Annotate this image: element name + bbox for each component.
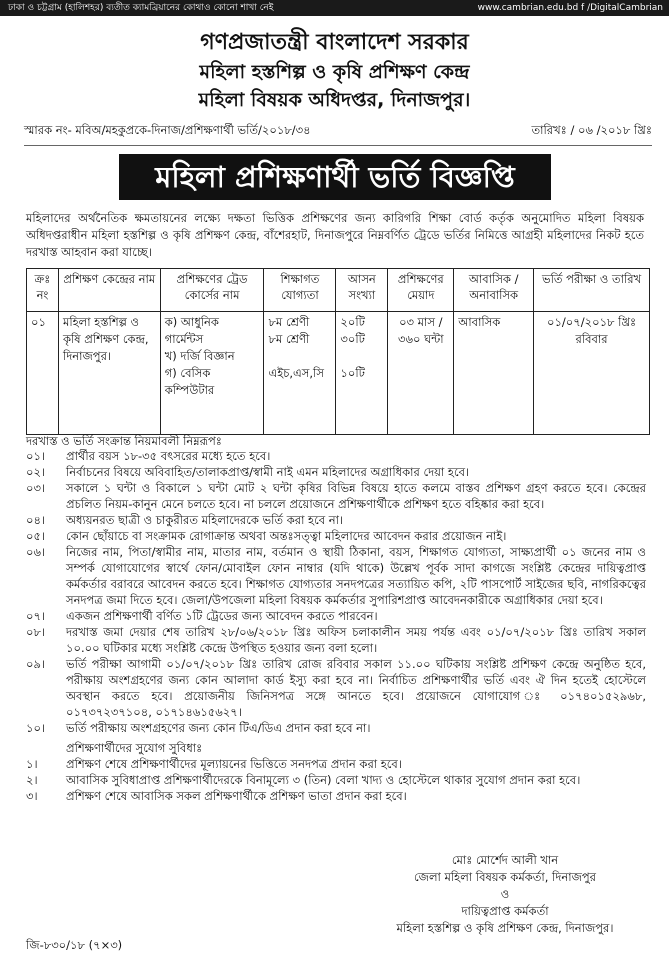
- header-qualification: শিক্ষাগত যোগ্যতা: [264, 269, 336, 312]
- list-item: [26, 528, 646, 544]
- cell-exam-date: ০১/০৭/২০১৮ খ্রিঃ রবিবার: [534, 312, 650, 435]
- rule-number: ০৪।: [26, 513, 46, 527]
- header-center: প্রশিক্ষণ কেন্দ্রের নাম: [58, 269, 160, 312]
- intro-paragraph: মহিলাদের অর্থনৈতিক ক্ষমতায়নের লক্ষ্যে দক্ষতা ভিত্তিক প্রশিক্ষণের জন্য কারিগরি শিক্ষা বোর্ড কর্তৃক অনুমোদিত মহিলা বিষয়ক অধিদপ্তরাধীন মহিলা হস্তশিল্প ও কৃষি প্রশিক্ষণ কেন্দ্র, বাঁশেরহাট, দিনাজপুরে নিম্নবর্ণিত ট্রেডে ভর্তির নিমিত্তে আগ্রহী মহিলাদের নিকট হতে দরখাস্ত আহবান করা যাচ্ছে।: [26, 211, 644, 259]
- table-row: [27, 312, 650, 435]
- benefit-text: প্রশিক্ষণ শেষে প্রশিক্ষণার্থীদের মূল্যায়নের ভিত্তিতে সনদপত্র প্রদান করা হবে।: [66, 757, 402, 771]
- benefit-number: ১।: [26, 757, 38, 771]
- rule-text: নিজের নাম, পিতা/স্বামীর নাম, মাতার নাম, বর্তমান ও স্থায়ী ঠিকানা, বয়স, শিক্ষাগত যোগ্যতা, সাক্ষ্যপ্রার্থী ০১ জনের নাম ও সম্পর্ক যোগাযোগের স্বার্থে ফোন/মোবাইল ফোন নাম্বার (যদি থাকে) উল্লেখ পূর্বক সাদা কাগজে সংশ্লিষ্ট কেন্দ্রের দায়িত্বপ্রাপ্ত কর্মকর্তার বরাবরে আবেদন করতে হবে। শিক্ষাগত যোগ্যতার সনদপত্রের সত্যায়িত কপি, ২টি পাসপোর্ট সাইজের ছবি, নাগরিকত্বের সনদপত্র জমা দিতে হবে। জেলা/উপজেলা মহিলা বিষয়ক কর্মকর্তার সুপারিশপ্রাপ্ত আবেদনকারীকে অগ্রাধিকার দেয়া হবে।: [66, 545, 646, 607]
- benefits-title: প্রশিক্ষণার্থীদের সুযোগ সুবিধাঃ: [66, 741, 203, 755]
- seat-item: ২০টি: [340, 315, 365, 329]
- rule-text: দরখাস্ত জমা দেয়ার শেষ তারিখ ২৮/০৬/২০১৮ খ্রিঃ অফিস চলাকালীন সময় পর্যন্ত এবং ০১/০৭/২০১৮ খ্রিঃ তারিখ সকাল ১০.০০ ঘটিকার মধ্যে সংশ্লিষ্ট কেন্দ্রে উপস্থিত হওয়ার জন্য বলা হলো।: [66, 625, 646, 655]
- header-residential: আবাসিক /অনাবাসিক: [454, 269, 534, 312]
- cell-serial: ০১: [27, 312, 59, 435]
- benefits-heading-row: [26, 740, 646, 756]
- top-banner: [0, 0, 669, 16]
- list-item: [26, 788, 646, 804]
- rule-number: ১০।: [26, 721, 46, 735]
- qualification-item: এইচ,এস,সি: [268, 366, 324, 380]
- cell-center: মহিলা হস্তশিল্প ও কৃষি প্রশিক্ষণ কেন্দ্র, দিনাজপুর।: [58, 312, 160, 435]
- footer-code: জি-৮৩০/১৮ (৭×৩): [26, 938, 123, 952]
- rules-list: [26, 448, 646, 804]
- qualification-item: ৮ম শ্রেণী: [268, 315, 310, 329]
- rule-text: অধ্যয়নরত ছাত্রী ও চাকুরীরত মহিলাদেরকে ভর্তি করা হবে না।: [66, 513, 344, 527]
- benefit-text: প্রশিক্ষণ শেষে আবাসিক সকল প্রশিক্ষণার্থীকে প্রশিক্ষণ ভাতা প্রদান করা হবে।: [66, 789, 407, 803]
- notice-title: মহিলা প্রশিক্ষণার্থী ভর্তি বিজ্ঞপ্তি: [119, 154, 551, 200]
- cell-qualifications: [264, 312, 336, 435]
- table-header-row: [27, 269, 650, 312]
- organization-name: মহিলা হস্তশিল্প ও কৃষি প্রশিক্ষণ কেন্দ্র: [199, 61, 470, 83]
- header: [0, 28, 669, 114]
- header-exam: ভর্তি পরীক্ষা ও তারিখ: [534, 269, 650, 312]
- banner-left-text: ঢাকা ও চট্টগ্রাম (হালিশহর) ব্যতীত ক্যামব্রিয়ানের কোথাও কোনো শাখা নেই: [8, 3, 274, 13]
- rule-number: ০২।: [26, 465, 46, 479]
- rule-text: ভর্তি পরীক্ষা আগামী ০১/০৭/২০১৮ খ্রিঃ তারিখ রোজ রবিবার সকাল ১১.০০ ঘটিকায় সংশ্লিষ্ট প্রশিক্ষণ কেন্দ্রে অনুষ্ঠিত হবে, পরীক্ষায় অংশগ্রহণের জন্য কোন আলাদা কার্ড ইস্যু করা হবে না। নির্বাচিত প্রশিক্ষণার্থীর ভর্তি এবং ঐ দিন হতেই হোস্টেলে অবস্থান করতে হবে। প্রয়োজনীয় জিনিসপত্র সঙ্গে আনতে হবে। প্রয়োজনে যোগাযোগ ঃ ০১৭৪০১৫২৯৬৮, ০১৭৩৭২৩৭১০৪, ০১৭১৪৬১৫৬২৭।: [66, 657, 646, 719]
- list-item: [26, 624, 646, 656]
- rule-number: ০১।: [26, 449, 46, 463]
- qualification-item: ৮ম শ্রেণী: [268, 332, 310, 346]
- signatory-office: মহিলা হস্তশিল্প ও কৃষি প্রশিক্ষণ কেন্দ্র, দিনাজপুর।: [396, 921, 614, 935]
- benefit-number: ২।: [26, 773, 38, 787]
- list-item: [26, 512, 646, 528]
- benefit-text: আবাসিক সুবিধাপ্রাপ্ত প্রশিক্ষণার্থীদেরকে বিনামূল্যে ৩ (তিন) বেলা খাদ্য ও হোস্টেলে থাকার সুযোগ প্রদান করা হবে।: [66, 773, 581, 787]
- list-item: [26, 544, 646, 608]
- rule-text: নির্বাচনের বিষয়ে অবিবাহিত/তালাকপ্রাপ্ত/স্বামী নাই এমন মহিলাদের অগ্রাধিকার দেয়া হবে।: [66, 465, 470, 479]
- cell-seats: [336, 312, 388, 435]
- header-duration: প্রশিক্ষণের মেয়াদ: [388, 269, 454, 312]
- list-item: [26, 480, 646, 512]
- list-item: [26, 772, 646, 788]
- cell-duration: ০৩ মাস / ৩৬০ ঘন্টা: [388, 312, 454, 435]
- seat-item: ৩০টি: [340, 332, 365, 346]
- list-item: [26, 608, 646, 624]
- benefit-number: ৩।: [26, 789, 38, 803]
- rule-text: কোন ছোঁয়াচে বা সংক্রামক রোগাক্রান্ত অথবা অন্তঃসত্ত্বা মহিলাদের আবেদন করার প্রয়োজন নাই।: [66, 529, 507, 543]
- department-name: মহিলা বিষয়ক অধিদপ্তর, দিনাজপুর।: [198, 89, 471, 111]
- signatory-name: মোঃ মোর্শেদ আলী খান: [451, 853, 559, 867]
- rule-text: ভর্তি পরীক্ষায় অংশগ্রহণের জন্য কোন টিএ/ডিএ প্রদান করা হবে না।: [66, 721, 371, 735]
- rule-number: ০৬।: [26, 545, 46, 559]
- rules-title: দরখাস্ত ও ভর্তি সংক্রান্ত নিয়মাবলী নিম্নরূপঃ: [26, 434, 222, 448]
- cell-trades: [160, 312, 264, 435]
- rule-text: একজন প্রশিক্ষণার্থী বর্ণিত ১টি ট্রেডের জন্য আবেদন করতে পারবেন।: [66, 609, 378, 623]
- trade-item: খ) দর্জি বিজ্ঞান: [164, 349, 235, 363]
- memo-line: [24, 122, 652, 146]
- signature-block: [360, 852, 650, 937]
- list-item: [26, 448, 646, 464]
- government-name: গণপ্রজাতন্ত্রী বাংলাদেশ সরকার: [200, 30, 469, 55]
- cell-residential: আবাসিক: [454, 312, 534, 435]
- list-item: [26, 656, 646, 720]
- signatory-role: দায়িত্বপ্রাপ্ত কর্মকর্তা: [461, 904, 549, 918]
- memo-ref: স্মারক নং- মবিঅ/মহকুপ্রকে-দিনাজ/প্রশিক্ষণার্থী ভর্তি/২০১৮/৩৪: [24, 123, 311, 137]
- rule-number: ০৯।: [26, 657, 46, 671]
- header-seats: আসন সংখ্যা: [336, 269, 388, 312]
- trade-item: ক) আধুনিক গার্মেন্টস: [164, 315, 219, 346]
- rule-number: ০৮।: [26, 625, 46, 639]
- signatory-designation: জেলা মহিলা বিষয়ক কর্মকর্তা, দিনাজপুর: [413, 870, 596, 884]
- list-item: [26, 464, 646, 480]
- header-serial: ক্রঃ নং: [27, 269, 59, 312]
- signatory-and: ও: [500, 887, 510, 901]
- list-item: [26, 756, 646, 772]
- seat-item: ১০টি: [340, 366, 365, 380]
- rule-number: ০৭।: [26, 609, 46, 623]
- rule-number: ০৩।: [26, 481, 46, 495]
- rule-number: ০৫।: [26, 529, 46, 543]
- trade-item: গ) বেসিক কম্পিউটার: [164, 366, 215, 397]
- rule-text: সকালে ১ ঘন্টা ও বিকালে ১ ঘন্টা মোট ২ ঘন্টা কৃষির বিভিন্ন বিষয়ে হাতে কলমে বাস্তব প্রশিক্ষণ গ্রহণ করতে হবে। কেন্দ্রের প্রচলিত নিয়ম-কানুন মেনে চলতে হবে। না চললে প্রয়োজনে প্রশিক্ষণার্থীকে প্রশিক্ষণ হতে বহিষ্কার করা হবে।: [66, 481, 646, 511]
- banner-right-text: www.cambrian.edu.bd f /DigitalCambrian: [477, 3, 663, 13]
- course-table: [26, 268, 650, 435]
- rule-text: প্রার্থীর বয়স ১৮-৩৫ বৎসরের মধ্যে হতে হবে।: [66, 449, 271, 463]
- memo-date: তারিখঃ / ০৬ /২০১৮ খ্রিঃ: [531, 123, 652, 137]
- list-item: [26, 720, 646, 736]
- header-trade: প্রশিক্ষণের ট্রেড কোর্সের নাম: [160, 269, 264, 312]
